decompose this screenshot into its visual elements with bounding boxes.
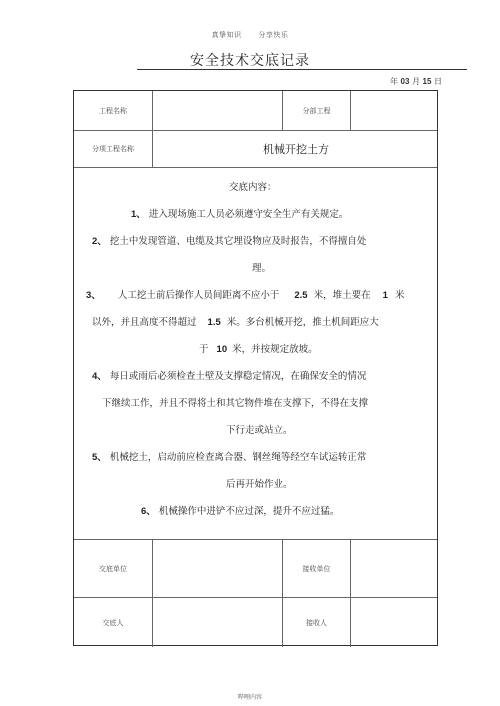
content-heading: 交底内容：	[229, 182, 277, 193]
content-item-6: 6、 机械操作中进铲不应过深，提升不应过猛。	[141, 506, 340, 517]
receive-unit-label: 接收单位	[282, 540, 350, 597]
page-footer: 哔哩内容	[237, 694, 262, 701]
date-day: 15	[422, 77, 432, 86]
date-year-suffix: 年	[390, 77, 398, 86]
sub-project-value[interactable]	[350, 91, 439, 130]
content-item-3-line3: 于 10 米，并按规定放坡。	[199, 344, 318, 355]
date-month: 03	[400, 77, 410, 86]
header-left-text: 真挚知识	[211, 31, 242, 39]
content-item-3: 3、 人工挖土前后操作人员间距离不应小于 2.5 米，堆土要在 1 米	[86, 290, 405, 301]
receive-person-label: 接收人	[282, 598, 350, 647]
header-right-text: 分享快乐	[258, 31, 289, 39]
title-underline	[137, 69, 467, 70]
content-item-1: 1、 进入现场施工人员必须遵守安全生产有关规定。	[131, 209, 349, 220]
sub-item-label: 分项工程名称	[92, 145, 134, 153]
record-table	[73, 90, 438, 646]
date-month-suffix: 月	[412, 77, 420, 86]
content-item-5-line2: 后再开始作业。	[226, 479, 293, 490]
row-content	[74, 168, 437, 540]
project-name-label: 工程名称	[99, 106, 127, 115]
content-item-4: 4、 每日或雨后必须检查土壁及支撑稳定情况，在确保安全的情况	[92, 371, 367, 382]
content-item-4-line3: 下行走或站立。	[226, 425, 293, 436]
content-item-2-cont: 理。	[252, 263, 272, 274]
page-header	[0, 30, 500, 40]
content-item-2: 2、 挖土中发现管道、电缆及其它埋设物应及时报告，不得擅自处	[92, 236, 367, 247]
content-item-3-line2: 以外，并且高度不得超过 1.5 米。多台机械开挖，推土机间距应大	[92, 317, 379, 328]
deliver-unit-value[interactable]	[152, 540, 282, 597]
date-line	[390, 76, 442, 87]
receive-person-value[interactable]	[350, 598, 439, 647]
date-day-suffix: 日	[434, 77, 442, 86]
sub-item-value[interactable]: 机械开挖土方	[152, 131, 439, 167]
project-name-value[interactable]	[152, 91, 282, 130]
row-unit	[74, 540, 437, 598]
document-title: 安全技术交底记录	[190, 53, 310, 69]
sub-project-label: 分部工程	[282, 91, 350, 130]
row-project	[74, 91, 437, 131]
content-item-4-line2: 下继续工作，并且不得将土和其它物件堆在支撑下，不得在支撑	[102, 398, 369, 409]
row-person	[74, 598, 437, 647]
deliver-person-value[interactable]	[152, 598, 282, 647]
deliver-person-label: 交底人	[102, 618, 124, 627]
receive-unit-value[interactable]	[350, 540, 439, 597]
content-item-5: 5、 机械挖土，启动前应检查离合器、钢丝绳等经空车试运转正常	[92, 452, 367, 463]
deliver-unit-label: 交底单位	[99, 564, 127, 573]
row-sub-item	[74, 131, 437, 168]
